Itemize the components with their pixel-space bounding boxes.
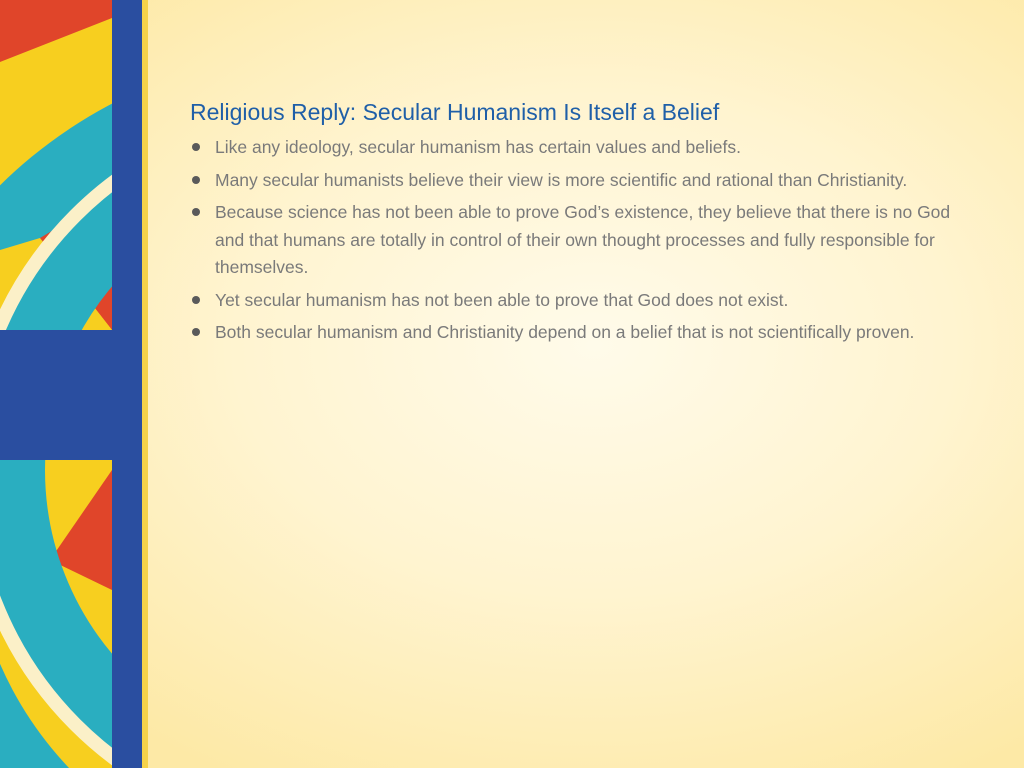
bullet-icon bbox=[192, 143, 200, 151]
band-yellow-edge bbox=[142, 0, 148, 768]
bullet-icon bbox=[192, 328, 200, 336]
bullet-icon bbox=[192, 208, 200, 216]
bullet-item bbox=[190, 134, 960, 162]
bullet-text: Like any ideology, secular humanism has certain values and beliefs. bbox=[215, 137, 741, 157]
bullet-item bbox=[190, 167, 960, 195]
band-blue-block bbox=[0, 330, 142, 460]
slide-title: Religious Reply: Secular Humanism Is Itself a Belief bbox=[190, 99, 720, 125]
bullet-item bbox=[190, 287, 960, 315]
bullet-item bbox=[190, 199, 960, 282]
slide-content bbox=[190, 96, 960, 352]
bullet-text: Because science has not been able to prove God’s existence, they believe that there is no God and that humans are totally in control of their own thought processes and fully responsible for themselves. bbox=[215, 202, 951, 277]
bullet-text: Many secular humanists believe their view is more scientific and rational than Christianity. bbox=[215, 169, 908, 190]
bullet-icon bbox=[192, 296, 200, 304]
bullet-list bbox=[190, 134, 960, 347]
bullet-text: Both secular humanism and Christianity depend on a belief that is not scientifically proven. bbox=[215, 322, 915, 342]
bullet-item bbox=[190, 319, 960, 347]
bullet-text: Yet secular humanism has not been able to prove that God does not exist. bbox=[215, 289, 789, 310]
bullet-icon bbox=[192, 176, 200, 184]
decorative-band bbox=[0, 0, 148, 768]
